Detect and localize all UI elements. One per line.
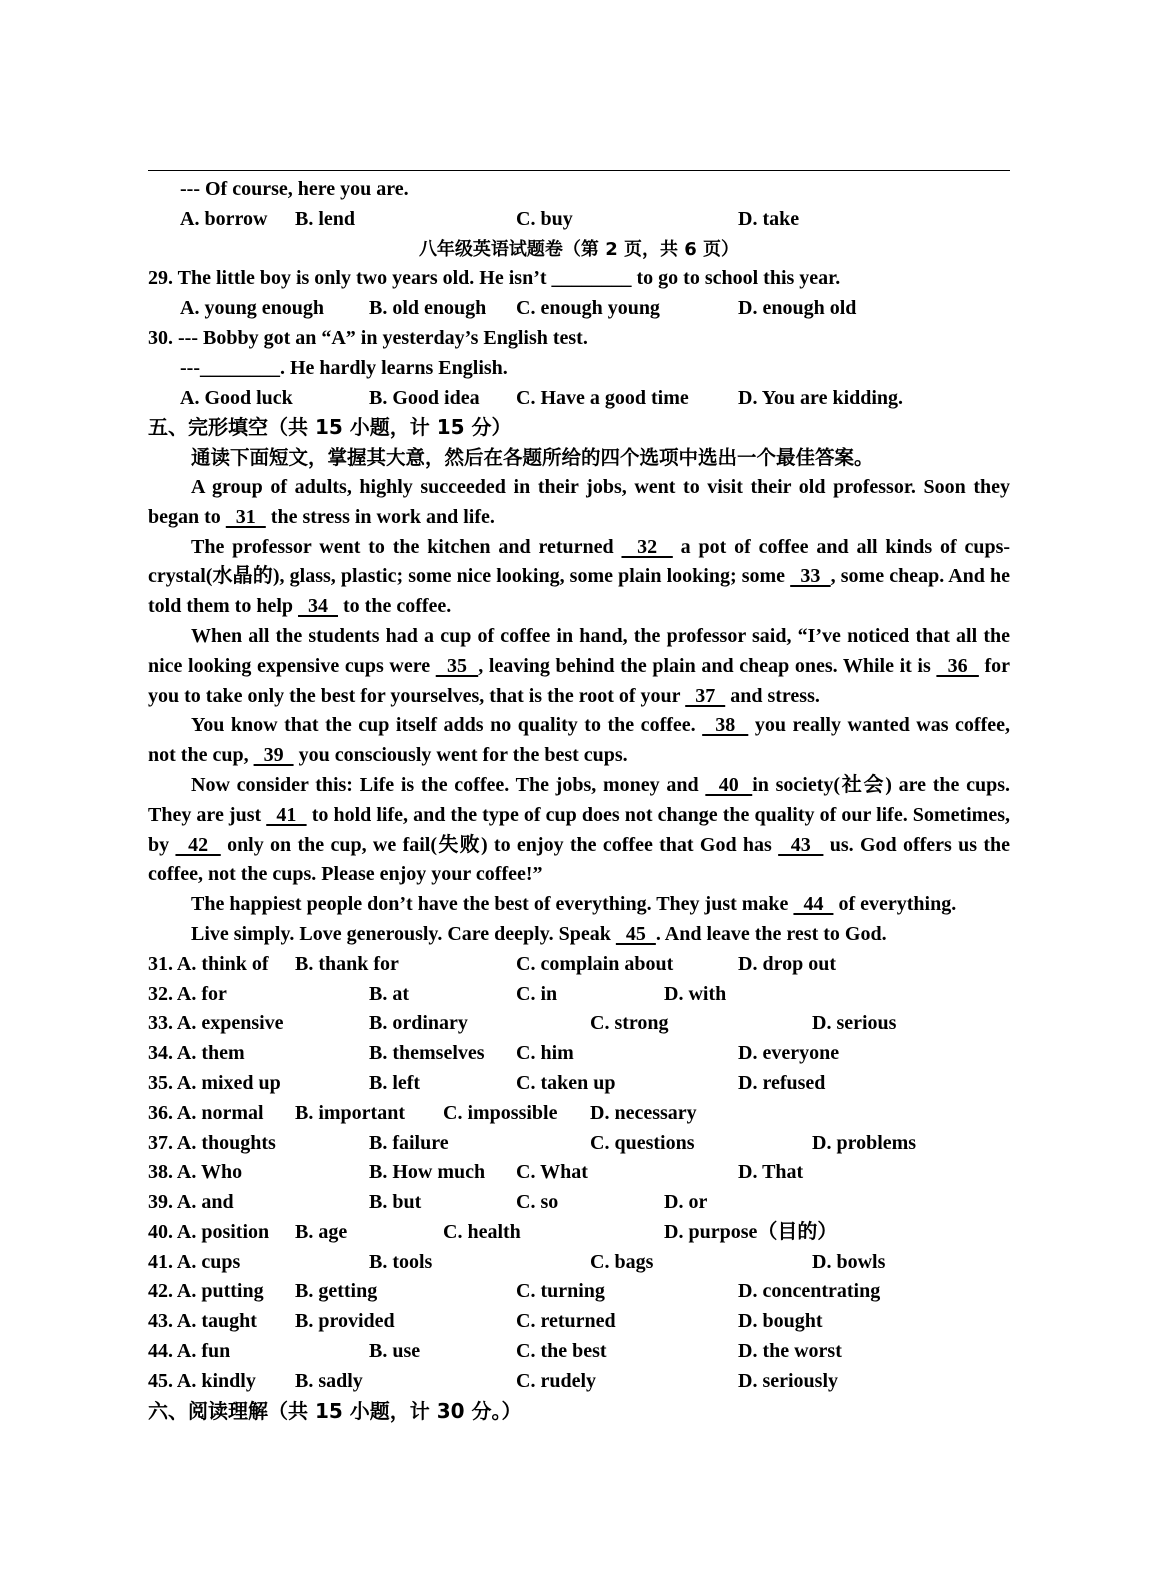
blank-45: 45: [615, 922, 656, 945]
q28-option-c: C. buy: [516, 207, 573, 230]
choice-32-option-b: B. at: [369, 982, 409, 1005]
choice-38-option-b: B. How much: [369, 1161, 486, 1184]
choice-31-option-d: D. drop out: [738, 952, 836, 975]
choice-row-42: [148, 1277, 1010, 1307]
choice-41-option-d: D. bowls: [812, 1250, 886, 1273]
blank-34: 34: [298, 595, 338, 618]
choice-43-option-c: C. returned: [516, 1310, 616, 1333]
choice-38-option-a: 38. A. Who: [148, 1161, 243, 1184]
choice-38-option-c: C. What: [516, 1161, 588, 1184]
choice-45-option-d: D. seriously: [738, 1369, 838, 1392]
choice-44-option-d: D. the worst: [738, 1340, 842, 1363]
q30-options: [148, 384, 1010, 414]
section6-title: 六、阅读理解（共 15 小题，计 30 分。）: [148, 1398, 522, 1423]
q29-option-a: A. young enough: [180, 297, 324, 320]
choice-32-option-c: C. in: [516, 982, 558, 1005]
choice-40-option-c: C. health: [443, 1220, 521, 1243]
q29-option-d: D. enough old: [738, 297, 857, 320]
q28-options: [148, 205, 1010, 235]
choice-row-35: [148, 1069, 1010, 1099]
choice-33-option-a: 33. A. expensive: [148, 1012, 284, 1035]
choice-44-option-c: C. the best: [516, 1340, 607, 1363]
blank-32: 32: [621, 535, 673, 558]
q30-option-a: A. Good luck: [180, 386, 293, 409]
blank-31: 31: [225, 505, 266, 528]
choice-34-option-c: C. him: [516, 1042, 574, 1065]
choice-36-option-d: D. necessary: [590, 1101, 697, 1124]
choice-row-45: [148, 1367, 1010, 1397]
q29-options: [148, 294, 1010, 324]
choice-row-39: [148, 1188, 1010, 1218]
blank-38: 38: [702, 714, 749, 737]
page-footer: 八年级英语试题卷（第 2 页，共 6 页）: [418, 238, 740, 260]
choice-39-option-c: C. so: [516, 1191, 559, 1214]
blank-35: 35: [435, 654, 479, 677]
choice-row-44: [148, 1337, 1010, 1367]
choice-row-31: [148, 950, 1010, 980]
choice-45-option-a: 45. A. kindly: [148, 1369, 256, 1392]
choice-45-option-c: C. rudely: [516, 1369, 596, 1392]
q30-reply: ---________. He hardly learns English.: [180, 356, 508, 379]
choice-39-option-b: B. but: [369, 1191, 422, 1214]
choice-43-option-d: D. bought: [738, 1310, 823, 1333]
choice-row-40: [148, 1218, 1010, 1248]
passage-paragraph-7: Live simply. Love generously. Care deeply. Speak 45 . And leave the rest to God.: [191, 922, 887, 945]
passage-paragraph-4: You know that the cup itself adds no quality to the coffee. 38 you really wanted was coffee, not the cup, 39 you consciously went for the best cups.: [148, 714, 1010, 767]
exam-page: [148, 175, 1010, 1426]
choice-row-38: [148, 1158, 1010, 1188]
blank-43: 43: [778, 833, 824, 856]
choice-34-option-d: D. everyone: [738, 1042, 840, 1065]
blank-41: 41: [266, 803, 307, 826]
choice-42-option-c: C. turning: [516, 1280, 605, 1303]
choice-40-option-a: 40. A. position: [148, 1220, 270, 1243]
blank-39: 39: [253, 744, 294, 767]
choice-33-option-b: B. ordinary: [369, 1012, 468, 1035]
q28-option-a: A. borrow: [180, 207, 268, 230]
choice-34-option-a: 34. A. them: [148, 1042, 245, 1065]
q30-option-b: B. Good idea: [369, 386, 480, 409]
section5-instruction: 通读下面短文，掌握其大意，然后在各题所给的四个选项中选出一个最佳答案。: [191, 446, 874, 470]
passage-paragraph-3: When all the students had a cup of coffee in hand, the professor said, “I’ve noticed that all the nice looking expensive cups were 35 , leaving behind the plain and cheap ones. While it is 36 for you to take only the best for yourselves, that is the root of your 37 and stress.: [148, 624, 1011, 707]
choice-row-41: [148, 1248, 1010, 1278]
choice-42-option-a: 42. A. putting: [148, 1280, 264, 1303]
choice-31-option-a: 31. A. think of: [148, 952, 269, 975]
choice-row-37: [148, 1129, 1010, 1159]
choice-row-34: [148, 1039, 1010, 1069]
q28-option-d: D. take: [738, 207, 800, 230]
choice-33-option-c: C. strong: [590, 1012, 669, 1035]
choice-42-option-d: D. concentrating: [738, 1280, 881, 1303]
q30-option-c: C. Have a good time: [516, 386, 689, 409]
choice-43-option-a: 43. A. taught: [148, 1310, 257, 1333]
q30-stem: 30. --- Bobby got an “A” in yesterday’s English test.: [148, 326, 588, 349]
q28-option-b: B. lend: [295, 207, 356, 230]
q29-stem: 29. The little boy is only two years old. He isn’t ________ to go to school this year.: [148, 267, 841, 290]
passage-paragraph-1: A group of adults, highly succeeded in their jobs, went to visit their old professor. Soon they began to 31 the stress in work and life.: [148, 475, 1010, 528]
passage-paragraph-5: Now consider this: Life is the coffee. The jobs, money and 40 in society(社会) are the cups. They are just 41 to hold life, and the type of cup does not change the quality of our life. Sometimes, by 42 only on the cup, we fail(失败) to enjoy the coffee that God has 43 us. God offers us the coffee, not the cups. Please enjoy your coffee!”: [148, 773, 1011, 886]
choice-row-43: [148, 1307, 1010, 1337]
choice-42-option-b: B. getting: [295, 1280, 378, 1303]
choice-37-option-a: 37. A. thoughts: [148, 1131, 276, 1154]
choice-row-33: [148, 1009, 1010, 1039]
q29-option-c: C. enough young: [516, 297, 660, 320]
choice-row-32: [148, 980, 1010, 1010]
q30-option-d: D. You are kidding.: [738, 386, 904, 409]
passage-paragraph-2: The professor went to the kitchen and returned 32 a pot of coffee and all kinds of cups-crystal(水晶的), glass, plastic; some nice looking, some plain looking; some 33 , some cheap. And he told them to help 34 to the coffee.: [148, 535, 1011, 618]
choice-row-36: [148, 1099, 1010, 1129]
header-rule: [148, 170, 1010, 171]
blank-44: 44: [793, 893, 834, 916]
choice-35-option-a: 35. A. mixed up: [148, 1071, 281, 1094]
choice-41-option-a: 41. A. cups: [148, 1250, 241, 1273]
choice-38-option-d: D. That: [738, 1161, 804, 1184]
blank-33: 33: [790, 565, 831, 588]
choice-33-option-d: D. serious: [812, 1012, 897, 1035]
blank-42: 42: [175, 833, 221, 856]
choice-35-option-c: C. taken up: [516, 1071, 616, 1094]
choice-37-option-b: B. failure: [369, 1131, 449, 1154]
choice-39-option-d: D. or: [664, 1191, 708, 1214]
choice-31-option-b: B. thank for: [295, 952, 399, 975]
choice-34-option-b: B. themselves: [369, 1042, 485, 1065]
choice-36-option-a: 36. A. normal: [148, 1101, 264, 1124]
choice-35-option-b: B. left: [369, 1071, 421, 1094]
choice-35-option-d: D. refused: [738, 1071, 826, 1094]
choice-37-option-c: C. questions: [590, 1131, 695, 1154]
choice-31-option-c: C. complain about: [516, 952, 674, 975]
section5-title: 五、完形填空（共 15 小题，计 15 分）: [148, 415, 512, 440]
choice-32-option-d: D. with: [664, 982, 727, 1005]
q29-option-b: B. old enough: [369, 297, 487, 320]
choice-43-option-b: B. provided: [295, 1310, 395, 1333]
passage-paragraph-6: The happiest people don’t have the best of everything. They just make 44 of everything.: [191, 893, 957, 916]
choice-36-option-c: C. impossible: [443, 1101, 558, 1124]
choice-40-option-b: B. age: [295, 1220, 348, 1243]
choice-39-option-a: 39. A. and: [148, 1191, 234, 1214]
choice-40-option-d: D. purpose（目的）: [664, 1220, 838, 1243]
blank-36: 36: [936, 654, 979, 677]
choice-44-option-a: 44. A. fun: [148, 1340, 231, 1363]
blank-37: 37: [685, 684, 726, 707]
blank-40: 40: [705, 773, 753, 796]
cloze-choices: [148, 950, 1010, 1397]
q28-dialog: --- Of course, here you are.: [180, 178, 409, 200]
choice-36-option-b: B. important: [295, 1101, 405, 1124]
choice-41-option-b: B. tools: [369, 1250, 433, 1273]
choice-44-option-b: B. use: [369, 1340, 421, 1363]
choice-37-option-d: D. problems: [812, 1131, 917, 1154]
choice-41-option-c: C. bags: [590, 1250, 654, 1273]
choice-45-option-b: B. sadly: [295, 1369, 363, 1392]
choice-32-option-a: 32. A. for: [148, 982, 227, 1005]
